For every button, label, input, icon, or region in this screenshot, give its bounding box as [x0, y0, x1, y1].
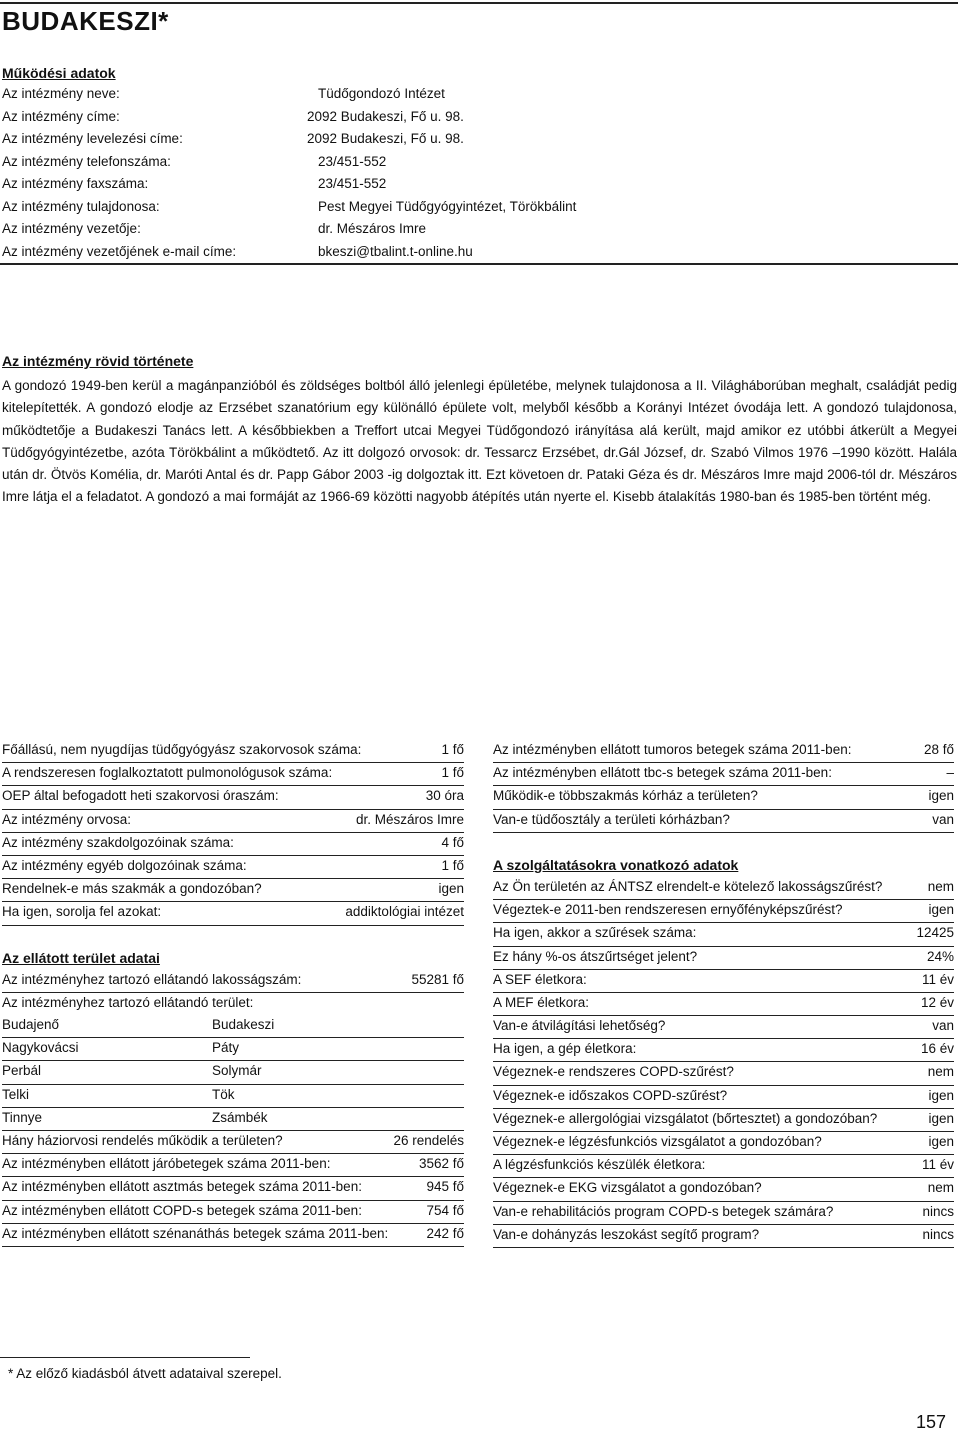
operational-value: 23/451-552 [318, 176, 387, 191]
operational-label: Az intézmény telefonszáma: [2, 153, 171, 169]
page-title: BUDAKESZI* [2, 6, 169, 36]
operational-value: 2092 Budakeszi, Fő u. 98. [307, 108, 464, 124]
table-row [493, 970, 954, 993]
operational-label: Az intézmény levelezési címe: [2, 131, 183, 146]
table-row [2, 786, 464, 809]
operational-row [2, 221, 427, 236]
operational-label: Az intézmény címe: [2, 108, 120, 124]
row-label: A SEF életkora: [493, 971, 587, 987]
table-row [493, 786, 954, 809]
operational-row [2, 108, 464, 124]
table-row [2, 1154, 464, 1177]
table-row [493, 877, 954, 900]
row-label: Az intézményhez tartozó ellátandó terület: [2, 994, 254, 1010]
row-value: addiktológiai intézet [345, 904, 464, 920]
row-label: Végeznek-e allergológiai vizsgálatot (bőrtesztet) a gondozóban? [493, 1110, 878, 1126]
table-row [493, 740, 954, 763]
table-row [493, 1202, 954, 1225]
table-row [2, 856, 464, 879]
row-label: Az intézményben ellátott járóbetegek száma 2011-ben: [2, 1156, 331, 1172]
operational-label: Az intézmény tulajdonosa: [2, 198, 160, 214]
operational-row [2, 176, 387, 191]
row-value: 11 év [921, 1157, 954, 1173]
row-value: 242 fő [426, 1225, 464, 1241]
row-label: Az intézmény orvosa: [2, 811, 132, 827]
row-label: Van-e átvilágítási lehetőség? [493, 1018, 666, 1034]
row-label: Az intézményben ellátott tumoros betegek száma 2011-ben: [493, 742, 852, 757]
town-row [2, 1038, 464, 1061]
operational-heading: Működési adatok [2, 65, 116, 81]
operational-bottom-rule [0, 263, 958, 265]
table-row [493, 810, 954, 833]
row-label: Főállású, nem nyugdíjas tüdőgyógyász szakorvosok száma: [2, 742, 362, 757]
table-row [493, 947, 954, 970]
row-value: 1 fő [441, 765, 464, 781]
operational-value: Tüdőgondozó Intézet [318, 86, 445, 101]
table-row [493, 1016, 954, 1039]
row-label: Ha igen, a gép életkora: [493, 1041, 637, 1057]
table-row [2, 810, 464, 833]
table-row [493, 1109, 954, 1132]
operational-row [2, 86, 445, 101]
row-label: OEP által befogadott heti szakorvosi óraszám: [2, 788, 279, 804]
row-value: van [932, 811, 954, 827]
row-value: 30 óra [425, 788, 464, 804]
row-label: Az intézményben ellátott asztmás betegek száma 2011-ben: [2, 1179, 362, 1195]
spacer [493, 833, 954, 855]
row-label: A rendszeresen foglalkoztatott pulmonológusok száma: [2, 765, 333, 781]
page-number: 157 [915, 1412, 946, 1432]
operational-label: Az intézmény faxszáma: [2, 176, 149, 191]
row-value: 3562 fő [418, 1156, 464, 1172]
row-label: Az intézményben ellátott COPD-s betegek száma 2011-ben: [2, 1202, 362, 1218]
table-row [2, 1201, 464, 1224]
row-label: Ha igen, sorolja fel azokat: [2, 904, 162, 920]
footnote-rule [0, 1357, 250, 1358]
row-value: – [946, 765, 954, 781]
row-label: Rendelnek-e más szakmák a gondozóban? [2, 881, 262, 897]
table-row [2, 1177, 464, 1200]
table-row [2, 833, 464, 856]
row-label: A légzésfunkciós készülék életkora: [493, 1157, 706, 1173]
right-column [493, 740, 954, 1248]
row-label: Ha igen, akkor a szűrések száma: [493, 925, 697, 941]
row-value: igen [928, 902, 954, 918]
row-value: igen [928, 1134, 954, 1149]
operational-label: Az intézmény vezetője: [2, 221, 141, 236]
row-value: 945 fő [426, 1179, 464, 1195]
row-value: nincs [922, 1226, 954, 1242]
row-label: Az intézmény szakdolgozóinak száma: [2, 834, 234, 850]
row-value: 24% [926, 948, 954, 964]
row-label: A MEF életkora: [493, 994, 590, 1010]
row-label: Van-e dohányzás leszokást segítő program? [493, 1226, 760, 1242]
town-name: Tinnye [2, 1109, 43, 1125]
table-row [2, 1131, 464, 1154]
row-label: Végeznek-e rendszeres COPD-szűrést? [493, 1064, 734, 1080]
town-name: Budakeszi [212, 1017, 275, 1033]
row-value: 55281 fő [411, 971, 464, 987]
row-value: 26 rendelés [393, 1133, 464, 1148]
row-label: Hány háziorvosi rendelés működik a területen? [2, 1133, 283, 1148]
row-label: Az intézményben ellátott szénanáthás betegek száma 2011-ben: [2, 1225, 389, 1241]
row-label: Az intézményben ellátott tbc-s betegek száma 2011-ben: [493, 765, 832, 781]
spacer [2, 926, 464, 948]
table-row [493, 1086, 954, 1109]
row-label: Működik-e többszakmás kórház a területen? [493, 788, 758, 804]
table-row [2, 902, 464, 925]
table-row [493, 900, 954, 923]
town-name: Zsámbék [212, 1109, 268, 1125]
row-label: Ez hány %-os átszűrtséget jelent? [493, 948, 698, 964]
table-row [2, 879, 464, 902]
town-name: Tök [212, 1086, 235, 1102]
table-row [2, 993, 464, 1015]
operational-value: Pest Megyei Tüdőgyógyintézet, Törökbálint [318, 198, 577, 214]
town-row [2, 1015, 464, 1038]
town-name: Telki [2, 1086, 30, 1102]
table-row [493, 1132, 954, 1155]
row-label: Van-e tüdőosztály a területi kórházban? [493, 811, 730, 827]
row-value: van [932, 1018, 954, 1034]
row-value: nem [927, 1064, 954, 1080]
table-row [493, 763, 954, 786]
row-label: Végeztek-e 2011-ben rendszeresen ernyőfényképszűrést? [493, 902, 843, 918]
operational-row [2, 243, 473, 259]
left-column [2, 740, 464, 1247]
table-row [493, 923, 954, 946]
area-heading: Az ellátott terület adatai [2, 949, 160, 966]
table-row [2, 763, 464, 786]
table-row [493, 1039, 954, 1062]
operational-row [2, 198, 577, 214]
row-label: Az intézményhez tartozó ellátandó lakosságszám: [2, 971, 302, 987]
row-label: Az Ön területén az ÁNTSZ elrendelt-e kötelező lakosságszűrést? [493, 878, 883, 894]
row-value: nincs [922, 1203, 954, 1219]
town-row [2, 1085, 464, 1108]
row-value: igen [928, 788, 954, 804]
screening-heading: A szolgáltatásokra vonatkozó adatok [493, 856, 739, 873]
row-value: 1 fő [441, 742, 464, 757]
history-heading: Az intézmény rövid története [2, 353, 194, 369]
row-label: Végeznek-e EKG vizsgálatot a gondozóban? [493, 1180, 762, 1196]
town-name: Perbál [2, 1063, 42, 1079]
row-value: 12 év [920, 994, 954, 1010]
row-value: 12425 [916, 925, 954, 941]
footnote: * Az előző kiadásból átvett adataival szerepel. [8, 1366, 282, 1381]
row-label: Van-e rehabilitációs program COPD-s betegek számára? [493, 1203, 834, 1219]
town-name: Páty [212, 1040, 240, 1056]
town-name: Solymár [212, 1063, 262, 1079]
row-value: nem [927, 878, 954, 894]
row-label: Végeznek-e időszakos COPD-szűrést? [493, 1087, 728, 1103]
row-value: igen [928, 1110, 954, 1126]
table-row [2, 740, 464, 763]
operational-value: 2092 Budakeszi, Fő u. 98. [307, 131, 464, 146]
operational-value: bkeszi@tbalint.t-online.hu [318, 243, 473, 259]
row-value: igen [438, 881, 464, 897]
operational-label: Az intézmény neve: [2, 86, 120, 101]
operational-value: 23/451-552 [318, 153, 387, 169]
table-row [2, 970, 464, 993]
row-value: nem [927, 1180, 954, 1196]
table-row [493, 1178, 954, 1201]
operational-row [2, 131, 464, 146]
town-name: Budajenő [2, 1017, 60, 1033]
title-rule [0, 2, 958, 4]
operational-value: dr. Mészáros Imre [318, 221, 427, 236]
row-value: igen [928, 1087, 954, 1103]
row-value: 754 fő [426, 1202, 464, 1218]
table-row [493, 993, 954, 1016]
history-text: A gondozó 1949-ben kerül a magánpanzióból és zöldséges boltból álló jelenlegi épületébe, melynek tulajdonosa a II. Világháborúban meghalt, családját pedig kitelepítették. A gondozó elodje az Erzsébet szanatórium egy különálló épülete volt, melyből később a Korányi Intézet óvodája lett. A gondozó tulajdonosa, működtetője a Budakeszi Tanács lett. A későbbiekben a Treffort utcai Megyei Tüdőgondozó irányítása alá került, majd amikor ez utóbbi átkerült a Megyei Tüdőgyógyintézetbe, azóta Törökbálint a működtető. Az itt dolgozó orvosok: dr. Tessarcz Erzsébet, dr.Gál József, dr. Szabó Vilmos 1976 –1990 között. Halála után dr. Ötvös Komélia, dr. Maróti Antal és dr. Papp Gábor 2003 -ig dolgoztak itt. Ezt követoen dr. Pataki Géza és dr. Mészáros Imre majd 2006-tól dr. Mészáros Imre látja el a feladatot. A gondozó a mai formáját az 1966-69 közötti nagyobb átépítés után nyerte el. Kisebb átalakítás 1980-ban és 1985-ben történt még. [2, 378, 957, 505]
town-row [2, 1108, 464, 1131]
operational-label: Az intézmény vezetőjének e-mail címe: [2, 243, 237, 259]
town-row [2, 1061, 464, 1084]
row-label: Az intézmény egyéb dolgozóinak száma: [2, 857, 247, 873]
table-row [493, 1225, 954, 1248]
table-row [493, 1155, 954, 1178]
row-value: 28 fő [923, 742, 954, 757]
row-value: dr. Mészáros Imre [355, 811, 464, 827]
row-value: 11 év [921, 971, 954, 987]
row-value: 1 fő [441, 857, 464, 873]
table-row [493, 1062, 954, 1085]
row-label: Végeznek-e légzésfunkciós vizsgálatot a gondozóban? [493, 1134, 822, 1149]
row-value: 4 fő [441, 834, 464, 850]
operational-row [2, 153, 387, 169]
town-name: Nagykovácsi [2, 1040, 79, 1056]
row-value: 16 év [920, 1041, 954, 1057]
table-row [2, 1224, 464, 1247]
